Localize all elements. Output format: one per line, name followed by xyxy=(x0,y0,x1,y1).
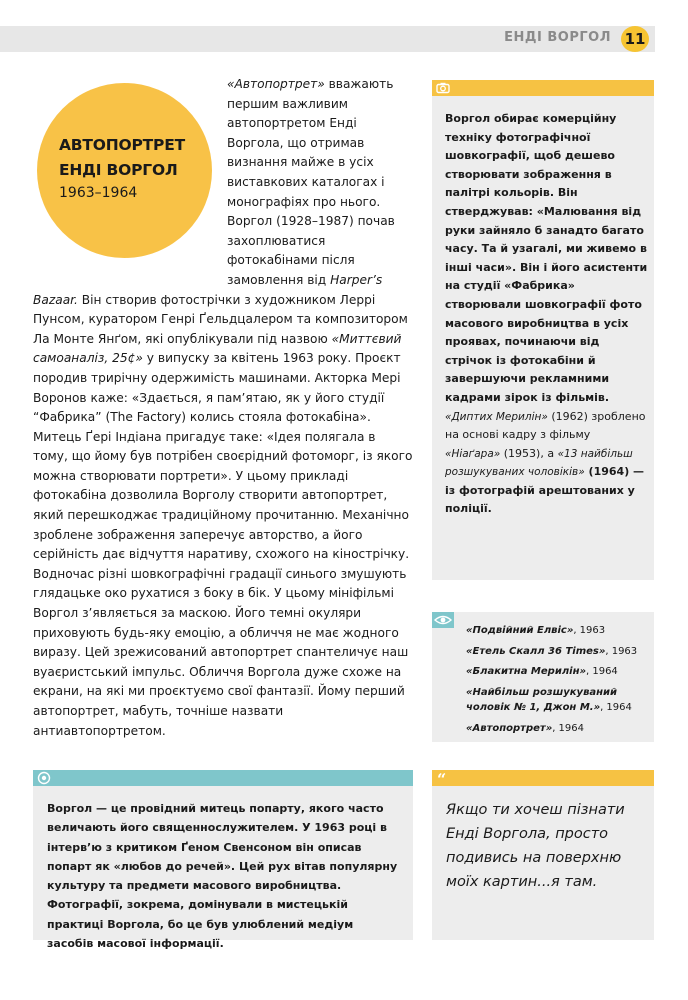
artwork-title-selfportrait: «Автопортрет» xyxy=(227,77,325,91)
artwork-title: «Диптих Мерилін» xyxy=(445,410,548,423)
article-text: вважають першим важливим автопортретом Енді Воргола, що отримав визнання майже в усіх виставкових каталогах і монографіях про нього. Воргол (1928–1987) почав захоплюватися фотокабінами після замовлення від xyxy=(227,77,395,287)
artwork-title: «13 найбільш розшукуваних чоловіків» xyxy=(445,447,633,479)
related-works xyxy=(432,612,654,742)
work-title: «Етель Скалл 36 Times» xyxy=(466,645,606,657)
technique-text-part: (1953), а xyxy=(500,446,558,460)
work-year: , 1964 xyxy=(552,722,585,734)
header-bar xyxy=(0,26,655,52)
page-number: 11 xyxy=(621,26,649,52)
article-text: Він створив фотострічки з художником Леррі Пунсом, куратором Генрі Ґельдцалером та композитором Ла Монте Янґом, які опублікували під назвою xyxy=(33,292,408,346)
list-item xyxy=(466,664,656,680)
svg-text:“: “ xyxy=(437,770,447,786)
title-circle xyxy=(37,83,212,258)
list-item xyxy=(466,721,656,737)
magazine-name: Harper’s Bazaar. xyxy=(33,272,383,307)
list-item xyxy=(466,623,656,639)
header-title: ЕНДІ ВОРГОЛ xyxy=(504,30,611,45)
works-header-bar xyxy=(432,612,454,628)
technique-sidebar xyxy=(432,80,654,580)
artwork-years: 1963–1964 xyxy=(59,185,138,201)
publication-title: «Миттєвий самоаналіз, 25¢» xyxy=(33,331,402,366)
work-year: , 1963 xyxy=(605,645,638,657)
technique-text-part: (1962) зроблено на основі кадру з фільму xyxy=(445,409,646,442)
quote-icon xyxy=(432,770,454,786)
artwork-title xyxy=(59,133,209,183)
bio-text: Воргол — це провідний митець попарту, якого часто величають його священнослужителем. У 1963 році в інтерв’ю з критиком Ґеном Свенсоном він описав попарт як «любов до речей». Цей рух вітав популярну культуру та предмети масового виробництва. Фотографії, зокрема, домінували в мистецькій практиці Воргола, бо це був улюблений медіум засобів масової інформації. xyxy=(47,802,398,951)
target-icon xyxy=(33,770,55,786)
quote-header-bar xyxy=(432,770,654,786)
bio-box xyxy=(33,770,413,951)
work-title: «Блакитна Мерилін» xyxy=(466,666,586,677)
eye-icon xyxy=(432,612,454,628)
artwork-title-line: АВТОПОРТРЕТ xyxy=(59,136,185,154)
technique-text xyxy=(445,110,649,519)
work-year: , 1963 xyxy=(573,625,606,636)
bio-header-bar xyxy=(33,770,413,786)
work-title: «Подвійний Елвіс» xyxy=(466,625,574,636)
quote-box xyxy=(432,770,654,940)
work-year: , 1964 xyxy=(585,666,618,677)
technique-text-part: (1964) — із фотографій арештованих у поліції. xyxy=(445,465,645,516)
list-item xyxy=(466,644,656,660)
technique-text-part: Воргол обирає комерційну техніку фотографічної шовкографії, щоб дешево створювати зображення в палітрі кольорів. Він стверджував: «Малювання від руки зайняло б занадто багато часу. Та й узагалі, ми живемо в інші часи». Він і його асистенти на студії «Фабрика» створювали шовкографії фото масового виробництва в усіх проявах, починаючи від стрічок із фотокабіни й завершуючи рекламними кадрами зірок із фільмів. xyxy=(445,112,648,404)
list-item xyxy=(466,685,656,716)
camera-icon xyxy=(432,80,454,96)
work-year: , 1964 xyxy=(600,702,632,713)
work-title: «Найбільш розшукуваний чоловік № 1, Джон М.» xyxy=(466,686,618,713)
works-list xyxy=(466,623,656,741)
film-title: «Ніаґара» xyxy=(445,447,501,460)
quote-text: Якщо ти хочеш пізнати Енді Воргола, просто подивись на поверхню моїх картин...я там. xyxy=(446,802,625,890)
work-title: «Автопортрет» xyxy=(466,722,553,734)
article-text: у випуску за квітень 1963 року. Проєкт породив трирічну одержимість машинами. Акторка Мері Воронов каже: «Здається, я пам’ятаю, як у його студії “Фабрика” (The Factory) колись стояла фотокабіна». Митець Ґері Індіана пригадує таке: «Ідея полягала в тому, що йому був потрібен своєрідний фотоморг, із якого можна створювати портрети». У цьому прикладі фотокабіна дозволила Ворголу створити автопортрет, який перешкоджає традиційному прочитанню. Механічно зроблене зображення заперечує авторство, а його серійність дає відчуття наративу, схожого на кінострічку. Водночас різні шовкографічні градації синього змушують глядацьке око рухатися з боку в бік. У цьому мініфільмі Воргол з’являється за маскою. Його темні окуляри приховують будь-яку емоцію, а обличчя не має жодного виразу. Цей зрежисований автопортрет спантеличує наш вуаєристський імпульс. Обличчя Воргола дуже схоже на екрани, на які ми проєктуємо свої фантазії. Йому перший автопортрет, мабуть, точніше назвати антиавтопортретом. xyxy=(33,351,413,738)
artwork-title-line: ЕНДІ ВОРГОЛ xyxy=(59,161,178,179)
sidebar-header-bar xyxy=(432,80,654,96)
